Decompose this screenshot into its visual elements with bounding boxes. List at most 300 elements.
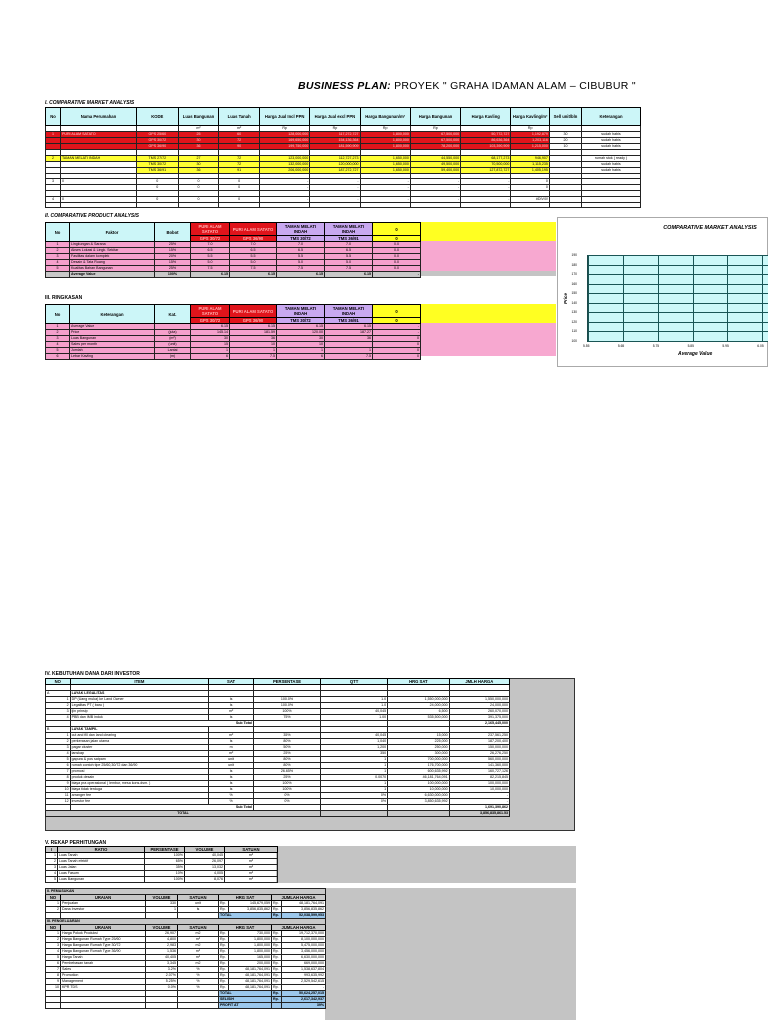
section-2-heading: II. COMPARATIVE PRODUCT ANALYSIS: [45, 213, 139, 219]
table-cell: Luas Tanah efektif: [58, 859, 145, 865]
table-cell: KPR TDS: [61, 985, 146, 991]
table-cell: Harga Bangunan Rumah Type 36/90: [61, 949, 146, 955]
table-cell: 1: [321, 768, 388, 774]
table-cell: Average Value: [70, 324, 155, 330]
table-cell: 120.00: [277, 330, 325, 336]
table-cell: 6.15: [277, 324, 325, 330]
column-header: PERSENTASE: [145, 847, 185, 853]
table-cell: 15: [191, 342, 230, 348]
table-cell: 0: [178, 185, 219, 191]
table-cell: 103,390,909: [461, 144, 511, 150]
column-header: Harga Bangunan/m²: [360, 108, 410, 126]
table-cell: 730,000: [229, 931, 272, 937]
product-code: GPS 36/90: [230, 236, 277, 242]
table-cell: 6.5: [277, 248, 325, 254]
table-cell: 46,181,764,091: [388, 774, 449, 780]
table-cell: Lingkungan & Sarana: [70, 242, 155, 248]
column-header: No: [46, 108, 61, 126]
table-cell: 5.25%: [146, 979, 178, 985]
table-cell: %: [178, 979, 219, 985]
total-label: TOTAL: [46, 810, 321, 816]
table-cell: 26,097: [185, 859, 225, 865]
table-cell: Dana Investor: [61, 907, 146, 913]
table-cell: sudah habis: [582, 167, 641, 173]
table-cell: unit: [178, 901, 219, 907]
summary-row: [46, 1003, 326, 1009]
column-header: KODE: [136, 108, 178, 126]
column-header: JMLH HARGA: [449, 679, 509, 685]
table-cell: Rp.: [272, 955, 282, 961]
table-cell: 3,856,835,862: [229, 907, 272, 913]
table-cell: rumah stok ( ready ): [582, 155, 641, 161]
group-label: LAYAK TAMPIL: [70, 726, 209, 732]
table-cell: 6.15: [230, 272, 277, 278]
table-cell: 4: [46, 949, 61, 955]
table-cell: Rp.: [272, 973, 282, 979]
table-cell: 535,500,000: [388, 714, 449, 720]
table-cell: Rp.: [272, 943, 282, 949]
table-cell: 0: [136, 185, 178, 191]
column-header: SAT: [209, 679, 254, 685]
investor-fund-table: [45, 678, 510, 817]
table-cell: -: [449, 798, 509, 804]
table-cell: Jumlah: [70, 348, 155, 354]
table-cell: 600,635,992: [388, 768, 449, 774]
header-row: [46, 223, 421, 236]
table-cell: %: [209, 798, 254, 804]
column-header: RATIO: [58, 847, 145, 853]
table-cell: Average Value: [70, 272, 155, 278]
table-cell: 20: [549, 138, 581, 144]
table-cell: 2,529,542,615: [282, 979, 326, 985]
table-cell: promosi: [70, 768, 209, 774]
table-cell: investor fee: [70, 798, 209, 804]
table-cell: %: [178, 973, 219, 979]
table-cell: 100%: [253, 780, 320, 786]
table-cell: 49,500,000: [410, 161, 460, 167]
table-cell: 1: [46, 242, 70, 248]
table-cell: 2: [46, 937, 61, 943]
table-cell: 10,000,000: [449, 786, 509, 792]
table-cell: 3: [46, 865, 58, 871]
table-cell: Rp.: [219, 943, 229, 949]
table-cell: 1.0: [321, 696, 388, 702]
product-code: 0: [373, 236, 421, 242]
column-header: SATUAN: [225, 847, 278, 853]
table-cell: 5: [46, 756, 71, 762]
table-cell: 10: [277, 342, 325, 348]
table-cell: 36: [178, 167, 219, 173]
column-header: PURI ALAM SATATO: [191, 223, 230, 236]
table-cell: 25%: [253, 750, 320, 756]
table-cell: -: [310, 185, 360, 191]
income-expense-table: [45, 888, 326, 1009]
table-cell: (m): [155, 354, 191, 360]
table-cell: -: [360, 185, 410, 191]
table-cell: 24,000,000: [449, 702, 509, 708]
table-cell: -: [360, 196, 410, 202]
table-cell: sudah habis: [582, 144, 641, 150]
table-cell: %: [178, 967, 219, 973]
table-cell: 2: [46, 738, 71, 744]
y-tick-label: 120: [571, 319, 577, 324]
table-cell: PURI ALAM SATATO: [60, 132, 136, 138]
table-cell: 7: [46, 768, 71, 774]
table-cell: Fasilitas dalam komplek: [70, 254, 155, 260]
product-code: GPS 30/72: [191, 318, 230, 324]
column-header: URAIAN: [61, 925, 146, 931]
table-cell: 48,181,764,091: [229, 985, 272, 991]
table-cell: m2: [178, 961, 219, 967]
table-cell: ls: [178, 907, 219, 913]
column-header: TAMAN MELATI INDAH: [325, 305, 373, 318]
table-cell: 1,538,637,804: [282, 967, 326, 973]
market-analysis-table: [45, 107, 641, 208]
table-cell: 2: [46, 330, 70, 336]
table-cell: Harga Pokok Produksi: [61, 931, 146, 937]
column-header: Faktor: [70, 223, 155, 242]
table-cell: 1: [230, 348, 277, 354]
table-cell: 36: [178, 144, 219, 150]
table-cell: 9: [46, 979, 61, 985]
column-header: SATUAN: [178, 895, 219, 901]
table-cell: gapura & pos satpam: [70, 756, 209, 762]
column-header: I: [46, 847, 58, 853]
table-cell: 4: [46, 342, 70, 348]
table-cell: 176,700,000: [388, 762, 449, 768]
y-tick-label: 180: [571, 262, 577, 267]
table-cell: 3: [46, 943, 61, 949]
x-tick-label: 6.05: [757, 344, 764, 348]
x-tick-label: 5.65: [617, 344, 625, 348]
table-cell: 27: [178, 155, 219, 161]
table-cell: 35%: [253, 732, 320, 738]
product-code: GPS 36/90: [230, 318, 277, 324]
table-cell: [178, 202, 219, 208]
table-cell: 6,630,000,000: [388, 792, 449, 798]
table-cell: A: [46, 690, 71, 696]
table-cell: [259, 202, 309, 208]
table-cell: 25%: [253, 774, 320, 780]
table-cell: 10: [549, 144, 581, 150]
y-tick-label: 170: [571, 272, 577, 277]
table-cell: Harga Tanah: [61, 955, 146, 961]
table-cell: 120,000,000: [310, 161, 360, 167]
table-cell: 100%: [145, 853, 185, 859]
table-cell: Rp: [259, 126, 309, 132]
table-cell: -: [461, 179, 511, 185]
gridline: [588, 312, 768, 313]
table-cell: m²: [209, 708, 254, 714]
table-cell: 15%: [155, 248, 191, 254]
table-cell: Promotion: [61, 973, 146, 979]
gray-fill-area: [276, 846, 576, 883]
total-label: PROFIT AT: [219, 1003, 272, 1009]
table-cell: 19,712,370,000: [282, 931, 326, 937]
table-cell: 26,907: [146, 931, 178, 937]
pink-fill-area: [420, 323, 556, 356]
gridline: [588, 303, 768, 304]
yellow-fill-area: [420, 222, 556, 241]
column-header: Luas Bangunan: [178, 108, 219, 126]
x-tick-label: 5.55: [583, 344, 590, 348]
table-cell: Luas Bangunan: [58, 877, 145, 883]
table-cell: 40,045: [321, 732, 388, 738]
table-cell: 0.0%: [146, 985, 178, 991]
table-cell: pagar cluster: [70, 744, 209, 750]
table-cell: 1: [321, 756, 388, 762]
table-cell: 145,679,059: [229, 901, 272, 907]
column-header: VOLUME: [146, 895, 178, 901]
table-cell: 5.0: [191, 260, 230, 266]
table-cell: Kualitas Bahan Bangunan: [70, 266, 155, 272]
table-cell: 5.5: [325, 254, 373, 260]
table-cell: 6.15: [230, 324, 277, 330]
table-cell: Rp.: [219, 979, 229, 985]
column-header: No: [46, 305, 70, 324]
table-cell: 1,192,879: [511, 132, 550, 138]
gray-fill-area: [325, 888, 576, 1020]
table-cell: Rp.: [272, 931, 282, 937]
table-cell: 25: [178, 132, 219, 138]
table-cell: Luas Fasum: [58, 871, 145, 877]
gridline: [727, 255, 728, 342]
table-cell: Rp.: [272, 901, 282, 907]
table-cell: cut and fill dan land clearing: [70, 732, 209, 738]
column-header: PURI ALAM SATATO: [230, 223, 277, 236]
product-analysis-table: [45, 222, 421, 278]
table-cell: -: [449, 792, 509, 798]
x-axis-label: Average Value: [678, 351, 713, 357]
table-cell: Pembebasan tanah: [61, 961, 146, 967]
table-cell: Sales: [61, 967, 146, 973]
gridline: [762, 255, 763, 342]
table-cell: 3,456,000,000: [282, 949, 326, 955]
table-cell: sudah habis: [582, 161, 641, 167]
table-cell: m²: [178, 126, 219, 132]
table-cell: 50%: [253, 744, 320, 750]
table-cell: 30: [178, 161, 219, 167]
table-cell: 1: [46, 732, 71, 738]
table-cell: 72: [219, 155, 260, 161]
table-cell: 1: [46, 853, 58, 859]
table-cell: TMS 36/91: [136, 167, 178, 173]
table-cell: m²: [209, 732, 254, 738]
table-cell: 1.00: [321, 714, 388, 720]
table-cell: 86,636,364: [461, 138, 511, 144]
table-cell: 6.5: [325, 248, 373, 254]
table-cell: ls: [209, 714, 254, 720]
table-cell: 1,115,235: [511, 161, 550, 167]
table-cell: B: [46, 726, 71, 732]
table-cell: 199,750,000: [259, 144, 309, 150]
table-cell: biaya tidak terduga: [70, 786, 209, 792]
total-label: TOTAL: [219, 991, 272, 997]
table-cell: 8,100,000,000: [282, 937, 326, 943]
table-cell: 5.0: [230, 260, 277, 266]
table-cell: 132,000,000: [259, 161, 309, 167]
column-header: TAMAN MELATI INDAH: [325, 223, 373, 236]
gridline: [588, 255, 768, 256]
table-cell: #DIV/0!: [511, 196, 550, 202]
table-cell: 0: [373, 354, 421, 360]
table-cell: 72: [219, 161, 260, 167]
table-cell: unit: [209, 756, 254, 762]
column-header: SATUAN: [178, 925, 219, 931]
table-cell: 3,345: [146, 961, 178, 967]
table-row: [46, 202, 641, 208]
table-cell: m²: [178, 949, 219, 955]
table-cell: ls: [209, 702, 254, 708]
table-cell: Rp.: [272, 961, 282, 967]
table-cell: 3: [46, 744, 71, 750]
table-cell: 78,200,000: [410, 144, 460, 150]
table-cell: 6.15: [325, 272, 373, 278]
table-cell: Rp.: [219, 937, 229, 943]
table-cell: -: [373, 330, 421, 336]
table-cell: 30: [191, 336, 230, 342]
table-cell: 7.5: [230, 266, 277, 272]
table-cell: [60, 202, 136, 208]
section-5-heading: V. REKAP PERHITUNGAN: [45, 840, 107, 846]
table-cell: 2: [46, 155, 61, 161]
table-cell: 1,040: [321, 738, 388, 744]
gridline: [588, 322, 768, 323]
table-cell: 187.27: [325, 330, 373, 336]
table-cell: 0.0: [373, 248, 421, 254]
column-header: VOLUME: [146, 925, 178, 931]
gridline: [588, 331, 768, 332]
table-cell: 2: [46, 859, 58, 865]
table-cell: 40,045: [185, 853, 225, 859]
table-cell: 6,500: [388, 708, 449, 714]
recap-table: [45, 846, 278, 883]
table-cell: -: [360, 179, 410, 185]
table-cell: Legalitas PT ( baru ): [70, 702, 209, 708]
table-cell: Rp.: [219, 961, 229, 967]
subtotal-value: 2,165,445,000: [449, 720, 509, 726]
table-cell: 0%: [253, 798, 320, 804]
table-cell: 187,272,727: [310, 167, 360, 173]
table-cell: produk desain: [70, 774, 209, 780]
table-cell: 7: [46, 967, 61, 973]
table-cell: [46, 202, 61, 208]
table-cell: 35%: [145, 865, 185, 871]
section-heading: II. PEMASUKAN: [46, 889, 326, 895]
total-value: 52,038,599,953: [282, 913, 326, 919]
table-cell: m²: [219, 126, 260, 132]
table-cell: 3,856,835,862: [282, 907, 326, 913]
table-cell: 0: [373, 348, 421, 354]
table-cell: lanskap: [70, 750, 209, 756]
product-code: GPS 30/72: [191, 236, 230, 242]
table-cell: 100%: [253, 708, 320, 714]
subtotal-label: Sub Total: [70, 720, 253, 726]
table-row: [46, 354, 421, 360]
table-cell: [410, 202, 460, 208]
table-cell: ls: [209, 780, 254, 786]
table-cell: 1: [46, 696, 71, 702]
y-tick-label: 100: [571, 339, 577, 343]
table-cell: 1,800,000: [229, 937, 272, 943]
gridline: [588, 284, 768, 285]
table-cell: Rp.: [272, 979, 282, 985]
table-cell: 6: [277, 354, 325, 360]
table-cell: 3: [46, 254, 70, 260]
table-cell: 1,536: [146, 949, 178, 955]
table-cell: m: [209, 744, 254, 750]
gridline: [588, 255, 589, 342]
table-cell: 1: [321, 786, 388, 792]
column-header: NO: [46, 925, 61, 931]
table-cell: [582, 202, 641, 208]
table-cell: Rp.: [219, 901, 229, 907]
chart-title: COMPARATIVE MARKET ANALYSIS: [663, 225, 757, 231]
table-cell: 6.15: [191, 272, 230, 278]
table-cell: 2.07%: [146, 973, 178, 979]
table-cell: %: [178, 985, 219, 991]
table-cell: 946,907: [511, 155, 550, 161]
table-cell: 200,000: [229, 961, 272, 967]
column-header: PURI ALAM SATATO: [191, 305, 230, 318]
group-label: LAYAK LEGALITAS: [70, 690, 209, 696]
table-cell: Rp.: [272, 997, 282, 1003]
table-cell: -: [259, 185, 309, 191]
table-cell: -: [373, 324, 421, 330]
table-cell: 127,872,727: [461, 167, 511, 173]
column-header: Keterangan: [70, 305, 155, 324]
y-tick-label: 140: [571, 300, 577, 305]
table-cell: 2: [46, 702, 71, 708]
column-header: PERSENTASE: [253, 679, 320, 685]
table-cell: 30: [178, 138, 219, 144]
table-cell: 169,650,000: [259, 138, 309, 144]
table-cell: m²: [225, 871, 278, 877]
table-cell: -: [310, 179, 360, 185]
table-cell: [310, 202, 360, 208]
table-cell: 0: [60, 179, 136, 185]
table-cell: (juta): [155, 330, 191, 336]
table-cell: 128,000,000: [259, 132, 309, 138]
subtotal-label: Sub Total: [70, 804, 253, 810]
table-cell: 0%: [321, 798, 388, 804]
table-cell: Rp.: [219, 949, 229, 955]
total-value: 3,856,835,861.53: [449, 810, 509, 816]
table-cell: 0: [60, 196, 136, 202]
table-cell: Management: [61, 979, 146, 985]
table-cell: Sales per month: [70, 342, 155, 348]
table-cell: 100%: [253, 786, 320, 792]
table-cell: ijin prinsip: [70, 708, 209, 714]
table-cell: -: [410, 179, 460, 185]
table-cell: 0%: [253, 792, 320, 798]
table-cell: 5.0: [325, 260, 373, 266]
table-cell: 80%: [253, 756, 320, 762]
table-cell: PBB dan IMB induk: [70, 714, 209, 720]
table-cell: 80%: [253, 738, 320, 744]
table-cell: 5.5: [277, 254, 325, 260]
table-cell: sudah habis: [582, 138, 641, 144]
table-cell: 1,650,000: [360, 161, 410, 167]
product-code: TMS 36/91: [325, 318, 373, 324]
table-cell: 154,136,364: [310, 138, 360, 144]
table-cell: 3,850,635,992: [388, 798, 449, 804]
table-cell: -: [373, 272, 421, 278]
table-cell: 0: [219, 185, 260, 191]
column-header: NO: [46, 679, 71, 685]
column-header: VOLUME: [185, 847, 225, 853]
table-cell: m²: [178, 955, 219, 961]
